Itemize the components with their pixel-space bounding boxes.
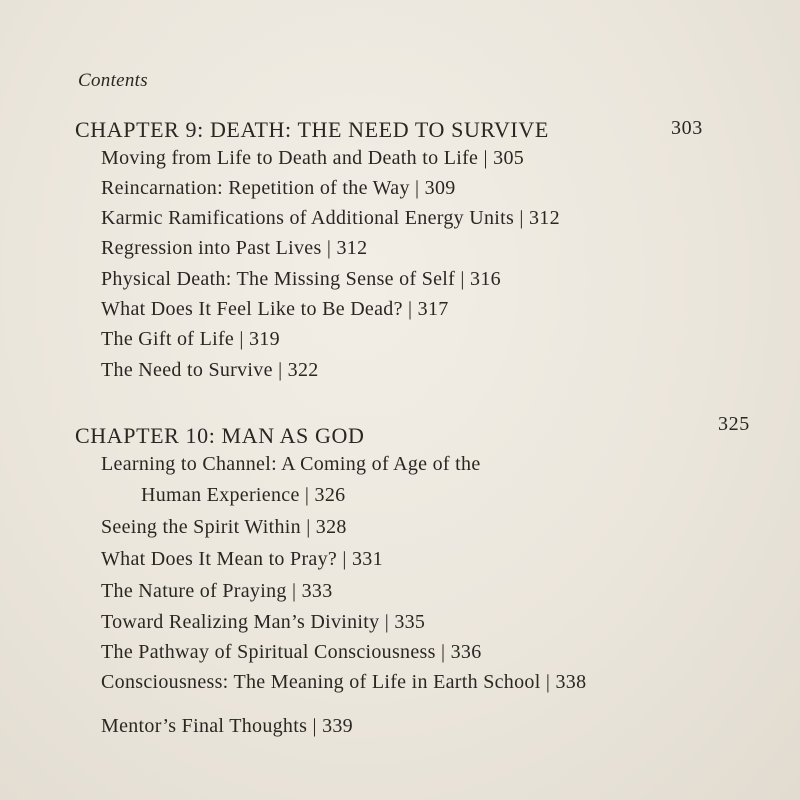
- chapter-title: CHAPTER 9: DEATH: THE NEED TO SURVIVE: [75, 117, 549, 142]
- toc-entry: The Pathway of Spiritual Consciousness | 336: [101, 641, 482, 663]
- toc-entry: Learning to Channel: A Coming of Age of the: [101, 453, 481, 475]
- toc-entry: The Gift of Life | 319: [101, 328, 280, 350]
- toc-entry: Mentor’s Final Thoughts | 339: [101, 715, 353, 737]
- toc-entry: What Does It Feel Like to Be Dead? | 317: [101, 298, 449, 320]
- toc-entry: Regression into Past Lives | 312: [101, 237, 368, 259]
- toc-entry: Physical Death: The Missing Sense of Self | 316: [101, 268, 501, 290]
- chapter-page-number: 303: [671, 117, 703, 139]
- toc-entry: The Need to Survive | 322: [101, 359, 319, 381]
- toc-entry: Moving from Life to Death and Death to Life | 305: [101, 147, 525, 169]
- toc-entry: Toward Realizing Man’s Divinity | 335: [101, 611, 426, 633]
- toc-entry: Seeing the Spirit Within | 328: [101, 516, 347, 538]
- chapter-title: CHAPTER 10: MAN AS GOD: [75, 423, 365, 448]
- toc-entry: Reincarnation: Repetition of the Way | 309: [101, 177, 456, 199]
- toc-entry: Consciousness: The Meaning of Life in Earth School | 338: [101, 671, 587, 693]
- toc-entry-continuation: Human Experience | 326: [141, 484, 346, 506]
- running-head: Contents: [78, 70, 148, 91]
- toc-entry: Karmic Ramifications of Additional Energy Units | 312: [101, 207, 560, 229]
- toc-entry: The Nature of Praying | 333: [101, 580, 333, 602]
- chapter-page-number: 325: [718, 413, 750, 435]
- toc-entry: What Does It Mean to Pray? | 331: [101, 548, 383, 570]
